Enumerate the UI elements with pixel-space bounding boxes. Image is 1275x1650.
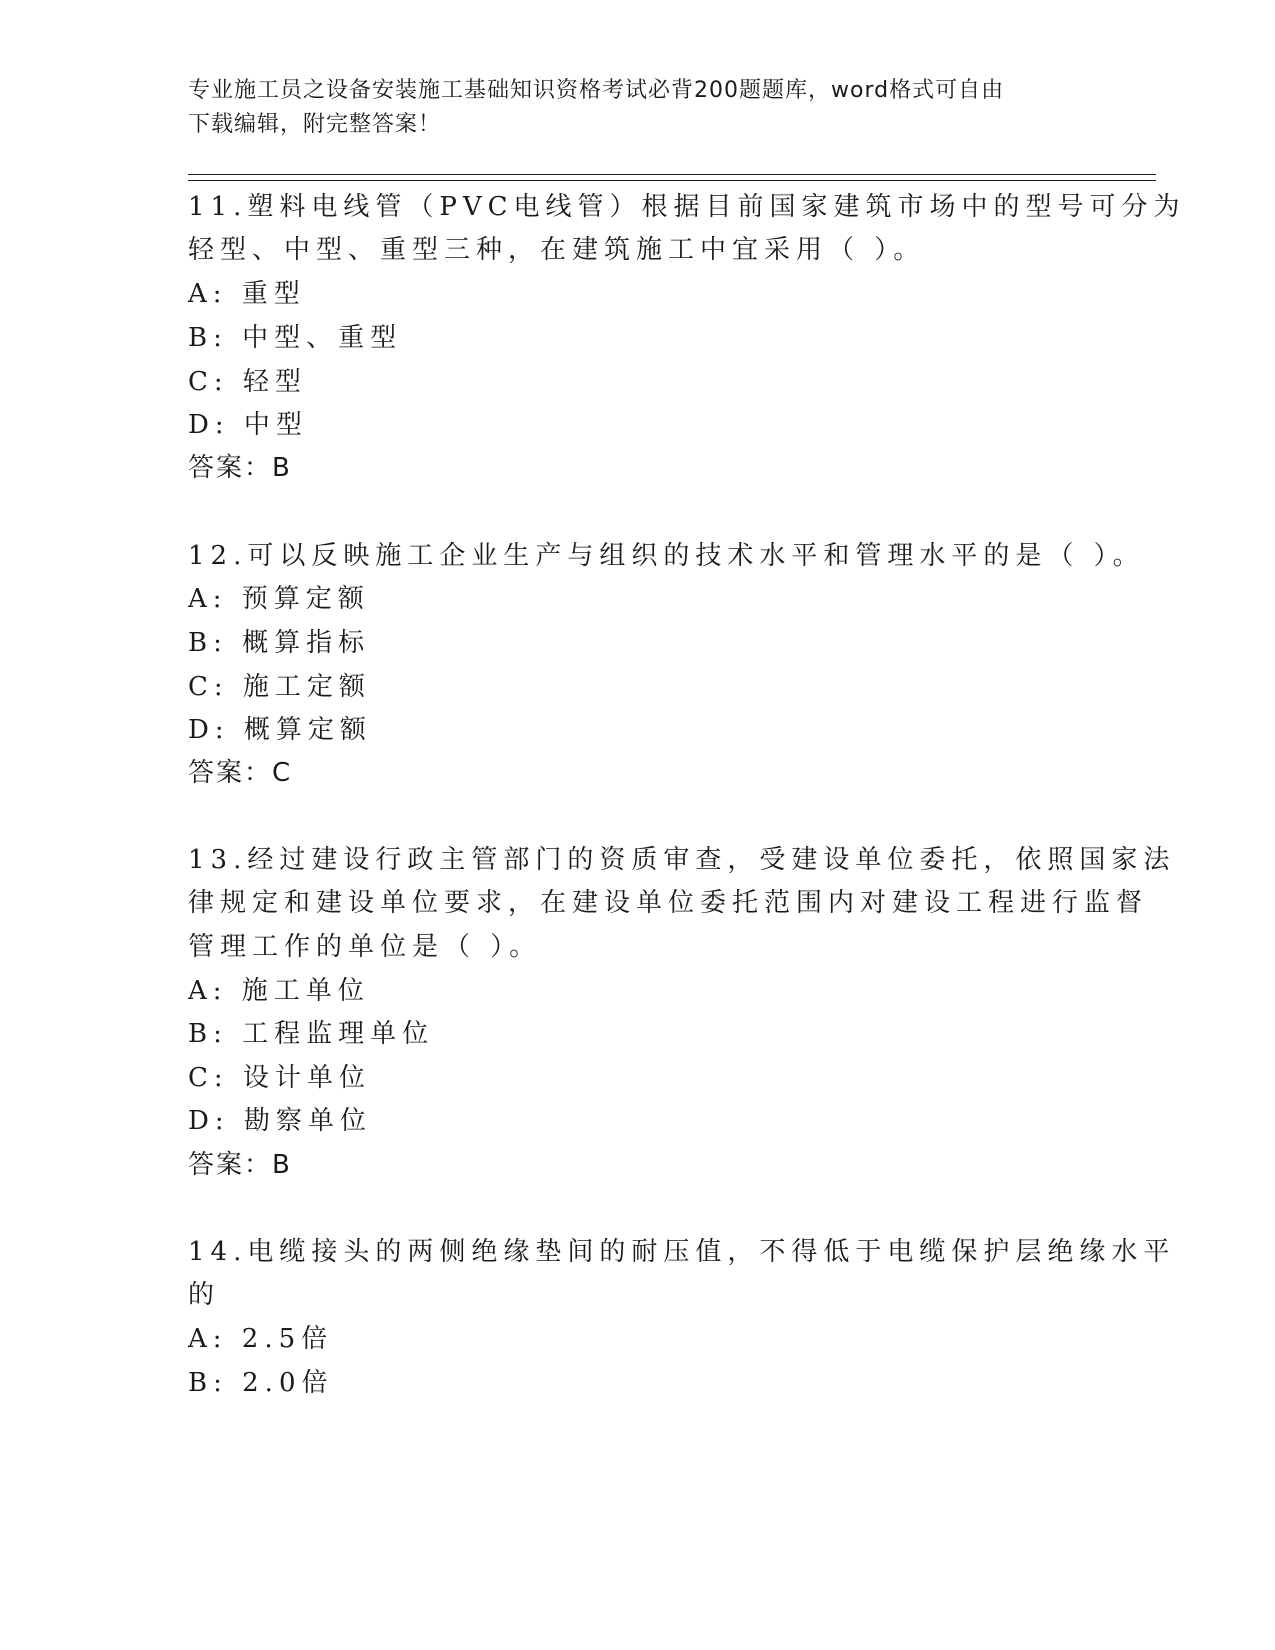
question-text-line: 管理工作的单位是（ ）。	[188, 932, 542, 962]
option-a: A: 2.5倍	[188, 1324, 334, 1354]
question-text-line: 的	[188, 1280, 221, 1310]
option-d: D: 概算定额	[188, 715, 372, 745]
answer-label: 答案：C	[188, 758, 293, 788]
header-line-1: 专业施工员之设备安装施工基础知识资格考试必背200题题库，word格式可自由	[188, 78, 1005, 103]
option-b: B: 中型、重型	[188, 323, 403, 353]
option-a: A: 预算定额	[188, 584, 370, 614]
document-header	[188, 74, 1068, 142]
option-c: C: 轻型	[188, 367, 307, 397]
option-c: C: 施工定额	[188, 672, 371, 702]
question-text-line: 14.电缆接头的两侧绝缘垫间的耐压值，不得低于电缆保护层绝缘水平	[188, 1237, 1176, 1267]
option-d: D: 中型	[188, 410, 308, 440]
answer-label: 答案：B	[188, 453, 292, 483]
header-divider-bottom	[188, 180, 1156, 181]
answer-label: 答案：B	[188, 1150, 292, 1180]
option-a: A: 施工单位	[188, 976, 370, 1006]
header-line-2: 下载编辑，附完整答案！	[188, 112, 442, 137]
option-b: B: 工程监理单位	[188, 1019, 435, 1049]
header-divider-top	[188, 174, 1156, 175]
question-text-line: 律规定和建设单位要求，在建设单位委托范围内对建设工程进行监督	[188, 888, 1149, 918]
question-text-line: 12.可以反映施工企业生产与组织的技术水平和管理水平的是（ ）。	[188, 541, 1145, 571]
option-a: A: 重型	[188, 279, 306, 309]
option-b: B: 概算指标	[188, 628, 371, 658]
question-text-line: 11.塑料电线管（PVC电线管）根据目前国家建筑市场中的型号可分为	[188, 192, 1186, 222]
option-b: B: 2.0倍	[188, 1368, 334, 1398]
option-c: C: 设计单位	[188, 1063, 371, 1093]
option-d: D: 勘察单位	[188, 1106, 372, 1136]
question-text-line: 13.经过建设行政主管部门的资质审查，受建设单位委托，依照国家法	[188, 845, 1176, 875]
question-text-line: 轻型、中型、重型三种，在建筑施工中宜采用（ ）。	[188, 235, 926, 265]
